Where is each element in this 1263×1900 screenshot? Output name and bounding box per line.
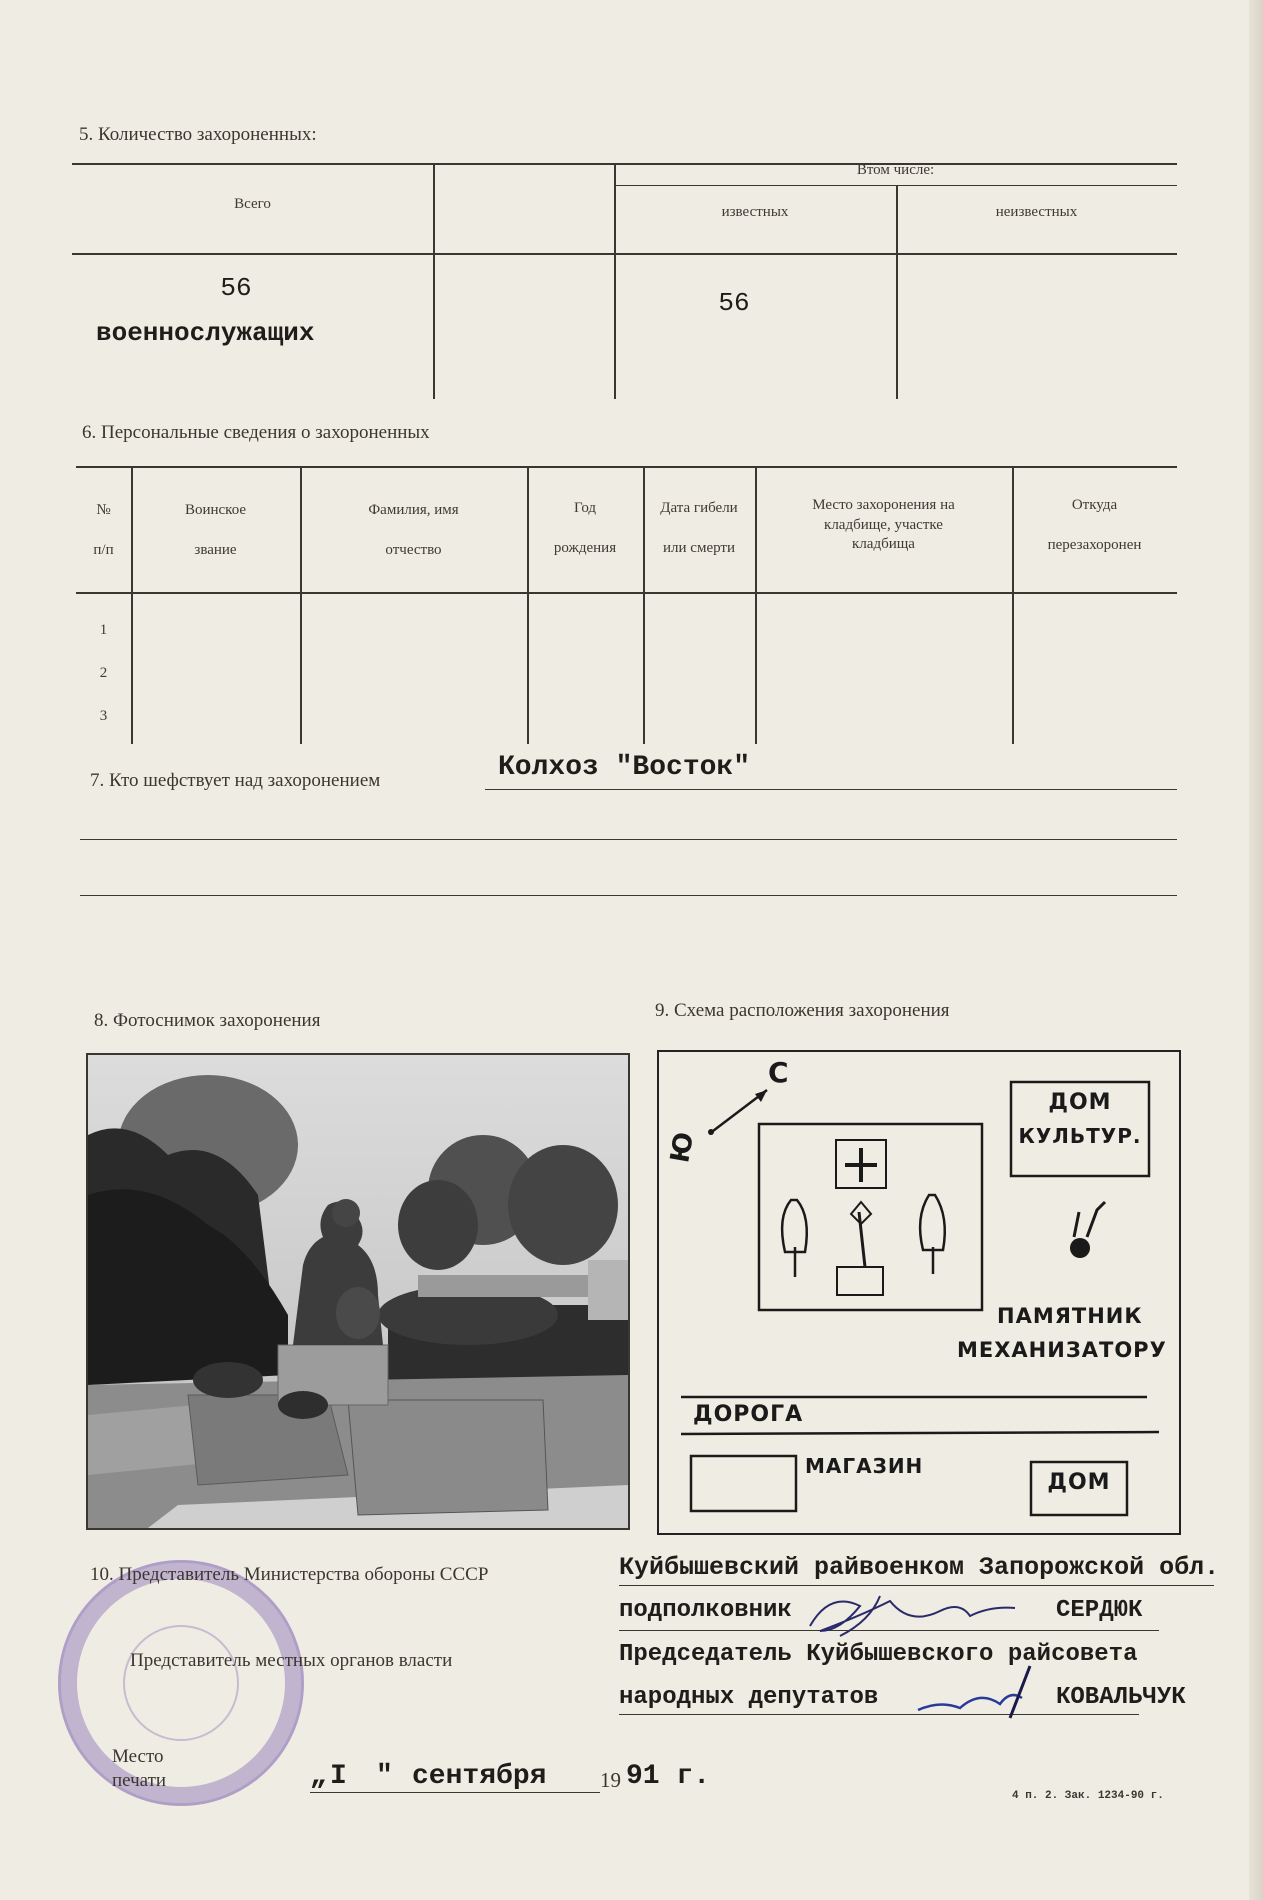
date-year-suffix: 91 г. bbox=[626, 1761, 711, 1792]
th-place-3: кладбища bbox=[852, 536, 915, 552]
total-note: военнослужащих bbox=[96, 318, 315, 348]
date-rule bbox=[310, 1792, 600, 1793]
north-label: С bbox=[768, 1056, 790, 1089]
section7-value: Колхоз "Восток" bbox=[498, 752, 751, 783]
date-year-prefix: 19 bbox=[600, 1768, 621, 1792]
row-number-3: 3 bbox=[99, 708, 108, 724]
th-name-2: отчество bbox=[385, 542, 442, 558]
mo-line2-right: СЕРДЮК bbox=[1056, 1597, 1143, 1624]
total-value: 56 bbox=[220, 273, 252, 303]
th-place-2: кладбище, участке bbox=[824, 517, 943, 533]
local-line1: Председатель Куйбышевского райсовета bbox=[619, 1641, 1138, 1668]
th-rank-2: звание bbox=[194, 542, 237, 558]
page-edge bbox=[1249, 0, 1263, 1900]
col-total-header: Всего bbox=[234, 196, 271, 212]
table5-vline-2 bbox=[614, 163, 616, 399]
seal-inner-ring bbox=[123, 1625, 239, 1741]
burial-photo bbox=[86, 1053, 630, 1530]
th-place-1: Место захоронения на bbox=[812, 497, 955, 513]
seal-place-2: печати bbox=[112, 1770, 167, 1791]
signature-serdyuk bbox=[800, 1586, 1030, 1646]
th-death-1: Дата гибели bbox=[660, 500, 738, 516]
mo-line2-left: подполковник bbox=[619, 1597, 792, 1624]
known-value: 56 bbox=[718, 288, 750, 318]
south-label: Ю bbox=[665, 1128, 701, 1166]
row-number-2: 2 bbox=[99, 665, 108, 681]
mo-line1: Куйбышевский райвоенком Запорожской обл. bbox=[619, 1553, 1220, 1582]
road-label: ДОРОГА bbox=[693, 1402, 804, 1427]
section6-title: 6. Персональные сведения о захороненных bbox=[82, 422, 430, 443]
shop-label: МАГАЗИН bbox=[805, 1454, 924, 1478]
section10-local-label: Представитель местных органов власти bbox=[130, 1650, 453, 1671]
signature-kovalchuk bbox=[910, 1660, 1060, 1722]
th-name-1: Фамилия, имя bbox=[368, 502, 459, 518]
th-rank-1: Воинское bbox=[184, 502, 247, 518]
monument-label-1: ПАМЯТНИК bbox=[997, 1304, 1143, 1328]
section7-rule-3 bbox=[80, 895, 1177, 896]
th-from-1: Откуда bbox=[1071, 497, 1118, 513]
section8-label: 8. Фотоснимок захоронения bbox=[94, 1010, 321, 1031]
monument-label-2: МЕХАНИЗАТОРУ bbox=[957, 1338, 1167, 1362]
local-line2-left: народных депутатов bbox=[619, 1684, 879, 1711]
table5-vline-1 bbox=[433, 163, 435, 399]
local-rule bbox=[619, 1714, 1139, 1715]
section10-mo-label: 10. Представитель Министерства обороны СССР bbox=[90, 1564, 489, 1585]
th-number-1: № bbox=[96, 502, 111, 518]
section5-title: 5. Количество захороненных: bbox=[79, 124, 317, 145]
house-label: ДОМ bbox=[1047, 1470, 1111, 1495]
col-known-header: известных bbox=[721, 204, 789, 220]
th-from-2: перезахоронен bbox=[1047, 537, 1142, 553]
th-birth-1: Год bbox=[573, 500, 597, 516]
table5-header-rule bbox=[72, 253, 1177, 255]
memorial-photo-image bbox=[88, 1055, 628, 1528]
date-day: I bbox=[330, 1761, 347, 1792]
section7-label: 7. Кто шефствует над захоронением bbox=[90, 770, 381, 791]
row-number-1: 1 bbox=[99, 622, 108, 638]
house-of-culture-line1: ДОМ bbox=[1048, 1090, 1112, 1115]
official-seal bbox=[58, 1560, 304, 1806]
col-unknown-header: неизвестных bbox=[995, 204, 1078, 220]
date-close-quote: " bbox=[376, 1761, 393, 1792]
house-of-culture-line2: КУЛЬТУР. bbox=[1018, 1124, 1142, 1148]
th-number-2: п/п bbox=[93, 542, 114, 558]
col-including-header: Втом числе: bbox=[856, 162, 935, 178]
section7-rule-1 bbox=[485, 789, 1177, 790]
seal-place-1: Место bbox=[112, 1746, 164, 1767]
date-open-quote: „ bbox=[310, 1761, 327, 1792]
th-birth-2: рождения bbox=[553, 540, 617, 556]
section7-rule-2 bbox=[80, 839, 1177, 840]
section9-label: 9. Схема расположения захоронения bbox=[655, 1000, 950, 1021]
location-scheme bbox=[657, 1050, 1181, 1535]
th-death-2: или смерти bbox=[663, 540, 735, 556]
date-month: сентября bbox=[412, 1761, 547, 1792]
local-line2-right: КОВАЛЬЧУК bbox=[1056, 1684, 1186, 1711]
print-note: 4 п. 2. Зак. 1234-90 г. bbox=[1012, 1790, 1164, 1802]
